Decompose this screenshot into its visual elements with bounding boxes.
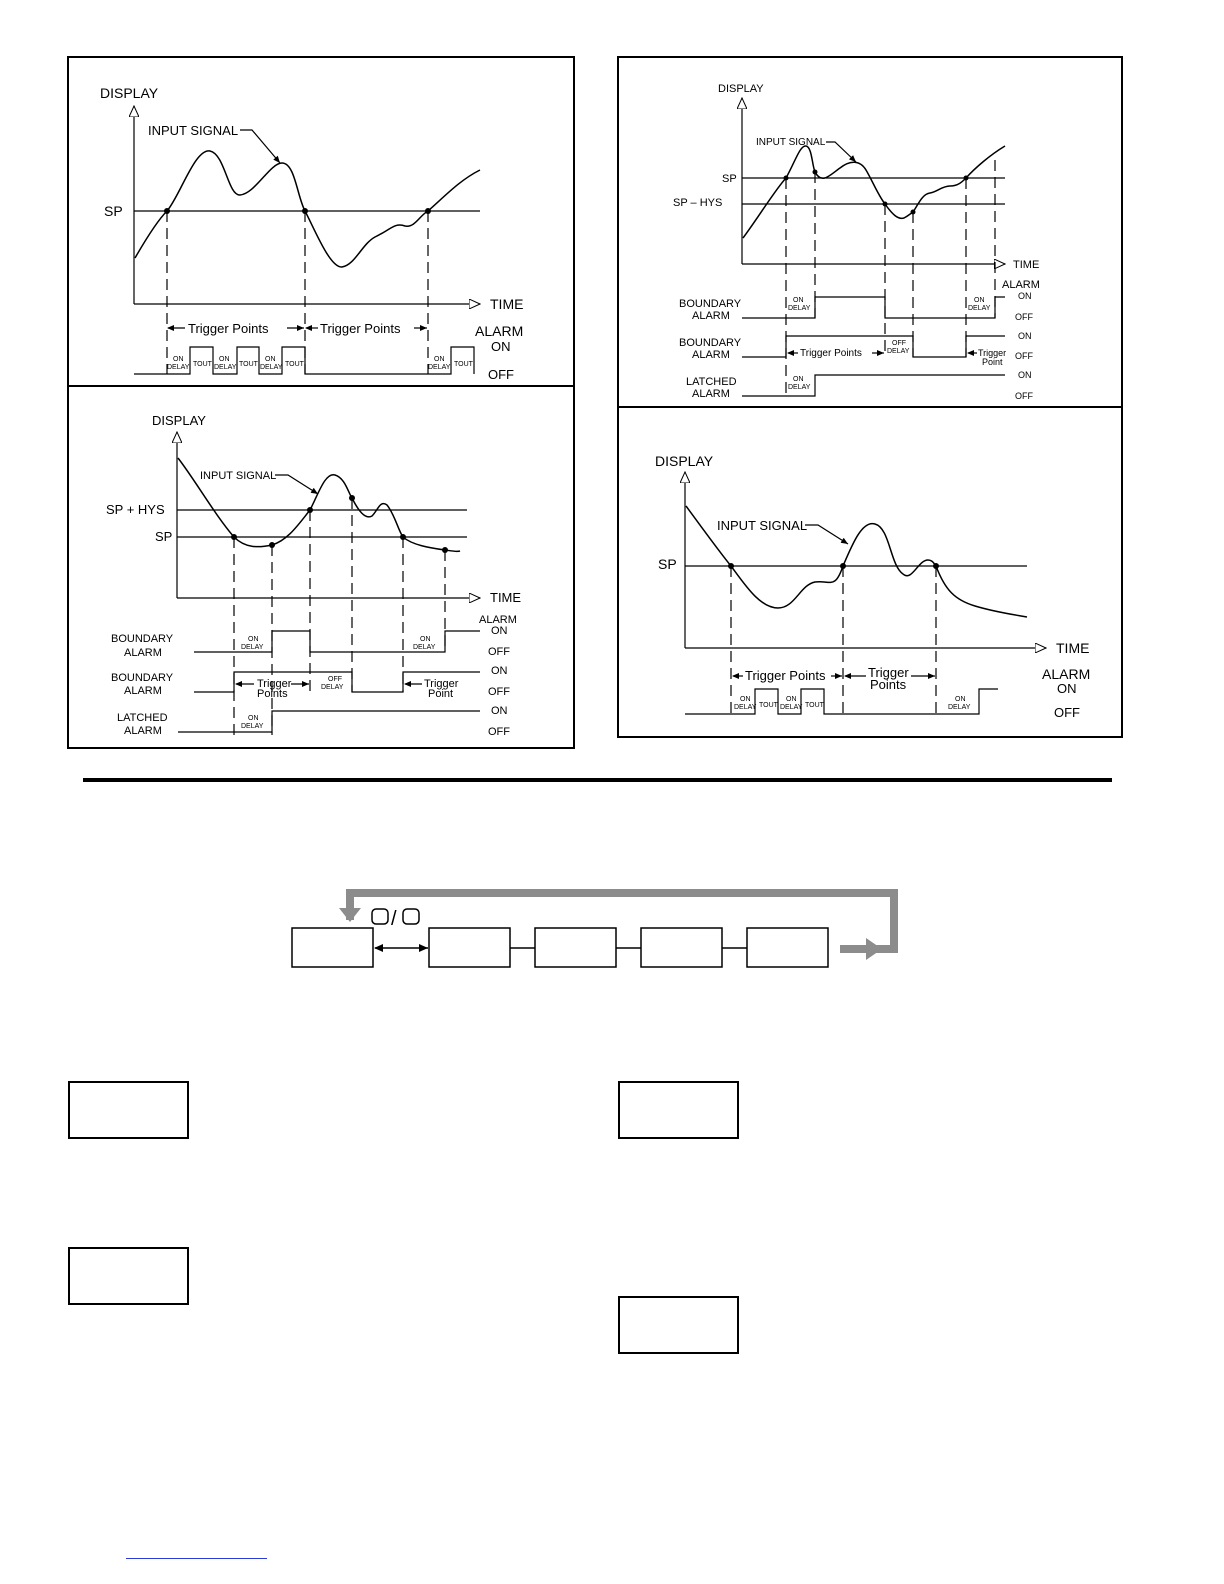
p1-on-delay-2-bottom: DELAY (214, 364, 237, 371)
p2-display-label: DISPLAY (152, 413, 206, 428)
panel-2-high-boundary-hysteresis (68, 386, 574, 748)
p4-on-delay-2-top: ON (786, 696, 797, 703)
p1-tout-3: TOUT (285, 361, 304, 368)
p3-boundary-1-top: BOUNDARY (679, 298, 742, 310)
p1-on-delay-3-top: ON (265, 356, 276, 363)
p2-trigger-label-2: Trigger (424, 678, 459, 690)
p4-on-delay-1-top: ON (740, 696, 751, 703)
p1-tout-2: TOUT (239, 361, 258, 368)
p3-off-3: OFF (1015, 391, 1033, 401)
key-separator: / (391, 908, 397, 930)
p2-latched-top: LATCHED (117, 712, 168, 724)
p4-input-signal-label: INPUT SIGNAL (717, 518, 808, 533)
p2-points-label: Points (257, 688, 288, 700)
p3-off-1: OFF (1015, 312, 1033, 322)
p2-on-1: ON (491, 625, 508, 637)
p1-off-label: OFF (488, 367, 514, 382)
p1-on-delay-2-top: ON (219, 356, 230, 363)
parameter-box-left-2 (68, 1247, 189, 1305)
p2-on-delay-2-top: ON (420, 636, 431, 643)
p1-alarm-label: ALARM (475, 323, 524, 339)
p2-boundary-1-top: BOUNDARY (111, 633, 174, 645)
p3-point-label: Point (982, 357, 1003, 367)
p1-on-delay-1-bottom: DELAY (167, 364, 190, 371)
p4-points-label: Points (870, 677, 907, 692)
p3-trigger-points-label: Trigger Points (800, 348, 862, 359)
p3-on-delay-1-bottom: DELAY (788, 305, 811, 312)
p4-sp-label: SP (658, 556, 677, 572)
panel-3-low-boundary-hysteresis (618, 57, 1122, 407)
p2-boundary-1-bottom: ALARM (124, 647, 162, 659)
p2-on-2: ON (491, 665, 508, 677)
p2-on-3: ON (491, 705, 508, 717)
p3-off-delay-top: OFF (892, 340, 906, 347)
p2-on-delay-1-bottom: DELAY (241, 644, 264, 651)
p3-on-3: ON (1018, 370, 1032, 380)
p2-latched-bottom: ALARM (124, 725, 162, 737)
flow-box-1 (292, 928, 373, 967)
section-divider (83, 778, 1112, 782)
p1-on-label: ON (491, 339, 511, 354)
p2-boundary-2-top: BOUNDARY (111, 672, 174, 684)
p2-latched-on-delay-bottom: DELAY (241, 723, 264, 730)
p2-on-delay-1-top: ON (248, 636, 259, 643)
loop-arrow-head-right (866, 938, 882, 960)
p3-display-label: DISPLAY (718, 83, 764, 95)
panel-4-on-off-delay-low (618, 407, 1122, 737)
p3-latched-on-delay-top: ON (793, 376, 804, 383)
p2-sp-label: SP (155, 529, 173, 544)
p3-on-2: ON (1018, 331, 1032, 341)
p3-alarm-label: ALARM (1002, 279, 1040, 291)
p1-on-delay-4-bottom: DELAY (428, 364, 451, 371)
p3-latched-on-delay-bottom: DELAY (788, 384, 811, 391)
p1-on-delay-4-top: ON (434, 356, 445, 363)
p3-off-delay-bottom: DELAY (887, 348, 910, 355)
p3-on-delay-2-bottom: DELAY (968, 305, 991, 312)
p3-on-delay-2-top: ON (974, 297, 985, 304)
parameter-box-right-1 (618, 1081, 739, 1139)
p4-alarm-label: ALARM (1042, 666, 1091, 682)
p2-input-signal-label: INPUT SIGNAL (200, 470, 277, 482)
p3-off-2: OFF (1015, 351, 1033, 361)
p3-on-delay-1-top: ON (793, 297, 804, 304)
p4-trigger-label: Trigger (868, 665, 909, 680)
p2-point-label: Point (428, 688, 454, 700)
p2-time-label: TIME (490, 590, 522, 605)
flow-box-5 (747, 928, 828, 967)
footer-link-underline[interactable] (126, 1558, 267, 1559)
down-key-icon (403, 909, 419, 924)
p1-on-delay-3-bottom: DELAY (260, 364, 283, 371)
p4-on-delay-3-bottom: DELAY (948, 704, 971, 711)
p2-trigger-label-1: Trigger (257, 678, 292, 690)
p2-latched-on-delay-top: ON (248, 715, 259, 722)
flow-box-3 (535, 928, 616, 967)
p2-sp-hys-label: SP + HYS (106, 502, 165, 517)
flow-box-2 (429, 928, 510, 967)
p3-on-1: ON (1018, 291, 1032, 301)
p4-off-label: OFF (1054, 705, 1080, 720)
p2-off-3: OFF (488, 726, 510, 738)
p4-on-delay-2-bottom: DELAY (780, 704, 803, 711)
p3-time-label: TIME (1013, 259, 1040, 271)
p1-trigger-points-2: Trigger Points (320, 321, 401, 336)
p3-boundary-2-bottom: ALARM (692, 349, 730, 361)
p4-tout-1: TOUT (759, 702, 778, 709)
p2-off-2: OFF (488, 686, 510, 698)
p1-time-label: TIME (490, 296, 524, 312)
p1-tout-1: TOUT (193, 361, 212, 368)
p3-latched-bottom: ALARM (692, 388, 730, 400)
p3-sp-label: SP (722, 173, 737, 185)
parameter-box-left-1 (68, 1081, 189, 1139)
p1-display-label: DISPLAY (100, 85, 159, 101)
p2-on-delay-2-bottom: DELAY (413, 644, 436, 651)
p4-display-label: DISPLAY (655, 453, 714, 469)
p4-on-delay-3-top: ON (955, 696, 966, 703)
loop-arrow-head-down (339, 908, 361, 922)
parameter-box-right-2 (618, 1296, 739, 1354)
p3-input-signal-label: INPUT SIGNAL (756, 137, 826, 148)
up-key-icon (372, 909, 388, 924)
p1-sp-label: SP (104, 203, 123, 219)
p3-boundary-1-bottom: ALARM (692, 310, 730, 322)
menu-flow-diagram (0, 880, 1224, 980)
p4-on-delay-1-bottom: DELAY (734, 704, 757, 711)
p3-boundary-2-top: BOUNDARY (679, 337, 742, 349)
p3-latched-top: LATCHED (686, 376, 737, 388)
p4-trigger-points-label: Trigger Points (745, 668, 826, 683)
p2-off-delay-bottom: DELAY (321, 684, 344, 691)
p4-on-label: ON (1057, 681, 1077, 696)
p4-tout-2: TOUT (805, 702, 824, 709)
p1-on-delay-1-top: ON (173, 356, 184, 363)
p2-off-delay-top: OFF (328, 676, 342, 683)
p1-tout-4: TOUT (454, 361, 473, 368)
p3-sp-hys-label: SP – HYS (673, 197, 723, 209)
timing-diagrams (0, 0, 1224, 770)
p2-boundary-2-bottom: ALARM (124, 685, 162, 697)
p2-off-1: OFF (488, 646, 510, 658)
p2-alarm-label: ALARM (479, 614, 517, 626)
p1-input-signal-label: INPUT SIGNAL (148, 123, 239, 138)
flow-box-4 (641, 928, 722, 967)
p3-trigger-label: Trigger (978, 348, 1007, 358)
p1-trigger-points-1: Trigger Points (188, 321, 269, 336)
p4-time-label: TIME (1056, 640, 1090, 656)
panel-1-on-off-delay (68, 57, 574, 386)
